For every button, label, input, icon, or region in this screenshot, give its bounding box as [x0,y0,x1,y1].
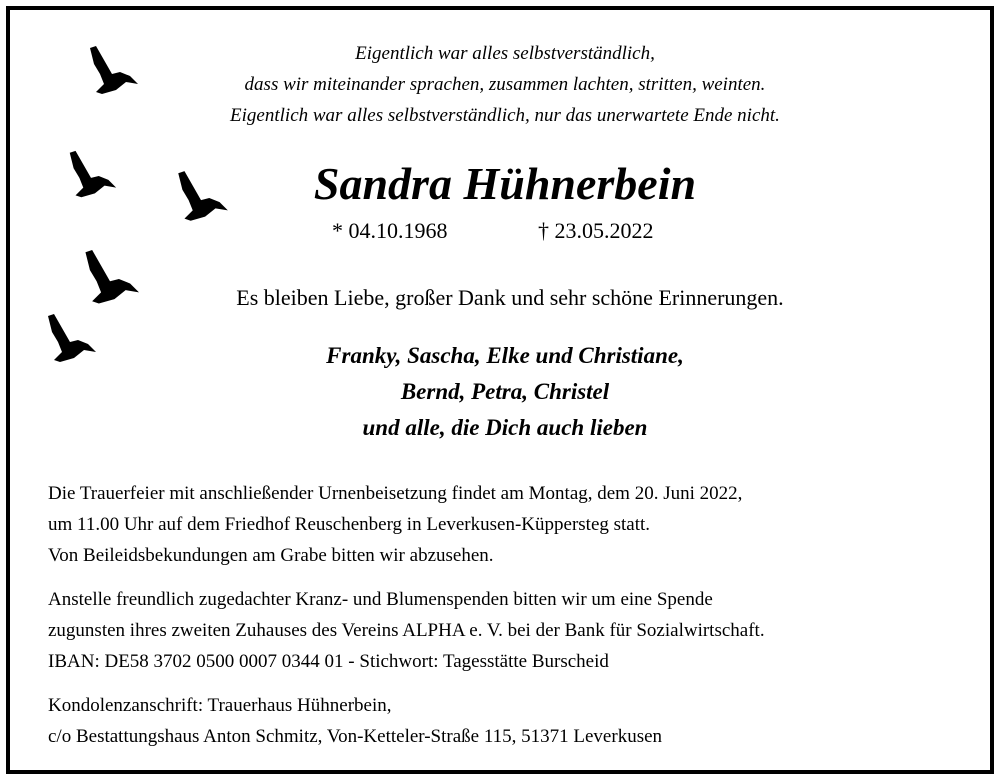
mourners-line: Franky, Sascha, Elke und Christiane, [326,343,684,368]
poem-line: Eigentlich war alles selbstverständlich, [355,43,655,64]
deceased-name: Sandra Hühnerbein [313,158,697,209]
remembrance-text: Es bleiben Liebe, großer Dank und sehr schöne Erinnerungen. [236,285,784,310]
death-date: † 23.05.2022 [538,218,654,243]
birth-date: * 04.10.1968 [332,218,448,243]
mourners [10,338,1000,446]
donation-line: Anstelle freundlich zugedachter Kranz- und Blumenspenden bitten wir um eine Spende [48,589,713,610]
condolence-line: Kondolenzanschrift: Trauerhaus Hühnerbein, [48,695,392,716]
obituary-notice [6,6,994,774]
ceremony-info [48,478,948,571]
poem [10,38,1000,131]
donation-line: IBAN: DE58 3702 0500 0007 0344 01 - Stichwort: Tagesstätte Burscheid [48,651,609,672]
ceremony-line: um 11.00 Uhr auf dem Friedhof Reuschenberg in Leverkusen-Küppersteg statt. [48,514,651,535]
poem-line: Eigentlich war alles selbstverständlich, nur das unerwartete Ende nicht. [230,105,780,126]
donation-line: zugunsten ihres zweiten Zuhauses des Vereins ALPHA e. V. bei der Bank für Sozialwirtschaft. [48,620,765,641]
ceremony-line: Die Trauerfeier mit anschließender Urnenbeisetzung findet am Montag, dem 20. Juni 2022, [48,483,743,504]
condolence-address [48,690,948,752]
poem-line: dass wir miteinander sprachen, zusammen lachten, stritten, weinten. [244,74,766,95]
condolence-line: c/o Bestattungshaus Anton Schmitz, Von-Ketteler-Straße 115, 51371 Leverkusen [48,726,663,747]
ceremony-line: Von Beileidsbekundungen am Grabe bitten wir abzusehen. [48,545,494,566]
mourners-line: Bernd, Petra, Christel [400,379,610,404]
donation-info [48,584,948,677]
mourners-line: und alle, die Dich auch lieben [362,415,648,440]
